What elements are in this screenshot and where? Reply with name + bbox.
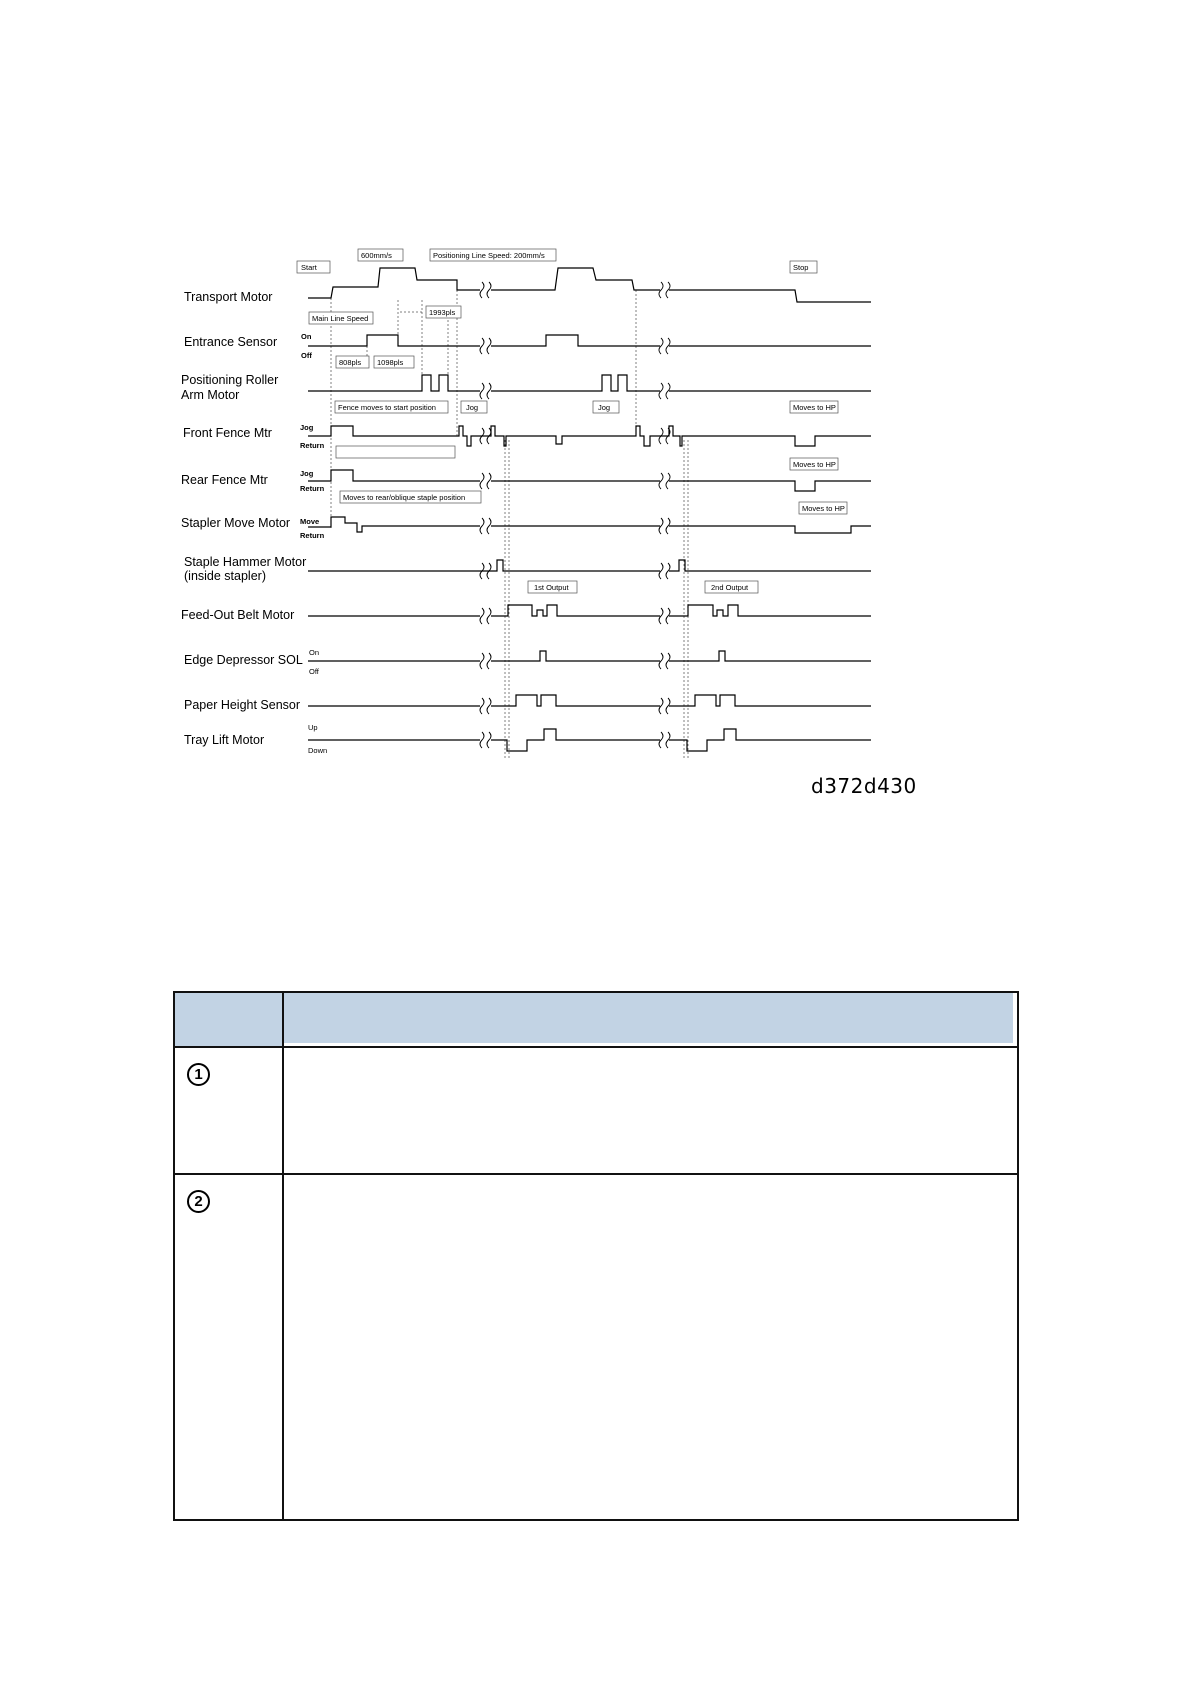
callout-fence-start: Fence moves to start position: [338, 403, 436, 412]
state-entrance-off: Off: [301, 351, 312, 360]
table-header-number: [174, 992, 283, 1047]
tray-lift-waveform-2: [491, 729, 660, 751]
rear-fence-waveform-3: [669, 481, 871, 491]
paper-height-waveform-3: [669, 695, 871, 706]
table-header-row: [174, 992, 1018, 1047]
callout-1993: 1993pls: [429, 308, 456, 317]
callout-output1: 1st Output: [534, 583, 569, 592]
callout-rear-hp: Moves to HP: [793, 460, 836, 469]
state-front-jog: Jog: [300, 423, 314, 432]
positioning-roller-waveform-2: [491, 375, 660, 391]
entrance-sensor-waveform: [308, 335, 480, 346]
callout-fence-travel-box: [336, 446, 455, 458]
state-edge-on: On: [309, 648, 320, 657]
step-number-1: 1: [187, 1063, 210, 1086]
callout-1098: 1098pls: [377, 358, 404, 367]
stapler-move-waveform: [308, 517, 480, 532]
state-stapler-move: Move: [300, 517, 320, 526]
steps-table: [173, 991, 1019, 1521]
feed-out-belt-waveform-3: [669, 605, 871, 616]
step-number-cell: [174, 1174, 283, 1520]
callout-stop: Stop: [793, 263, 809, 272]
step-description-2: [283, 1174, 1018, 1520]
stapler-move-waveform-3: [669, 526, 871, 533]
state-tray-up: Up: [308, 723, 318, 732]
label-positioning-roller-1: Positioning Roller: [181, 373, 279, 387]
transport-motor-waveform-3: [669, 290, 871, 302]
timing-chart: [0, 0, 1190, 800]
paper-height-waveform-2: [491, 695, 660, 706]
callout-staple-position: Moves to rear/oblique staple position: [343, 493, 466, 502]
edge-depressor-waveform-2: [491, 651, 660, 661]
state-stapler-return: Return: [300, 531, 325, 540]
entrance-sensor-waveform-2: [491, 335, 660, 346]
step-number-cell: [174, 1047, 283, 1174]
callout-output2: 2nd Output: [711, 583, 749, 592]
callout-808: 808pls: [339, 358, 362, 367]
label-feed-out-belt: Feed-Out Belt Motor: [181, 608, 295, 622]
break-marks-1: [480, 282, 491, 748]
label-rear-fence: Rear Fence Mtr: [181, 473, 268, 487]
callout-600: 600mm/s: [361, 251, 392, 260]
label-stapler-move: Stapler Move Motor: [181, 516, 291, 530]
staple-hammer-waveform-2: [669, 560, 871, 571]
state-front-return: Return: [300, 441, 325, 450]
positioning-roller-waveform: [308, 375, 480, 391]
step-description-1: [283, 1047, 1018, 1174]
callout-jog1: Jog: [466, 403, 479, 412]
edge-depressor-waveform-3: [669, 651, 871, 661]
state-tray-down: Down: [308, 746, 328, 755]
label-staple-hammer-2: (inside stapler): [184, 569, 266, 583]
state-rear-return: Return: [300, 484, 325, 493]
label-front-fence: Front Fence Mtr: [183, 426, 272, 440]
front-fence-waveform: [308, 426, 871, 446]
rear-fence-waveform: [308, 470, 480, 481]
transport-motor-waveform-2: [491, 268, 660, 290]
callout-main-line-speed: Main Line Speed: [312, 314, 369, 323]
callout-jog2: Jog: [598, 403, 611, 412]
label-entrance-sensor: Entrance Sensor: [184, 335, 278, 349]
state-edge-off: Off: [309, 667, 319, 676]
transport-motor-waveform: [308, 268, 480, 298]
label-paper-height: Paper Height Sensor: [184, 698, 301, 712]
feed-out-belt-waveform-2: [491, 605, 660, 616]
label-staple-hammer-1: Staple Hammer Motor: [184, 555, 307, 569]
table-header-description: [283, 992, 1018, 1047]
callout-positioning-speed: Positioning Line Speed: 200mm/s: [433, 251, 545, 260]
state-rear-jog: Jog: [300, 469, 314, 478]
label-transport-motor: Transport Motor: [184, 290, 273, 304]
step-number-2: 2: [187, 1190, 210, 1213]
state-entrance-on: On: [301, 332, 312, 341]
break-marks-2: [659, 282, 670, 748]
tray-lift-waveform-3: [669, 729, 871, 751]
table-row: [174, 1174, 1018, 1520]
callout-stapler-hp: Moves to HP: [802, 504, 845, 513]
label-tray-lift: Tray Lift Motor: [184, 733, 265, 747]
table-row: [174, 1047, 1018, 1174]
label-edge-depressor: Edge Depressor SOL: [184, 653, 303, 667]
label-positioning-roller-2: Arm Motor: [181, 388, 240, 402]
callout-start: Start: [301, 263, 317, 272]
callout-front-hp: Moves to HP: [793, 403, 836, 412]
figure-id: d372d430: [811, 774, 917, 798]
